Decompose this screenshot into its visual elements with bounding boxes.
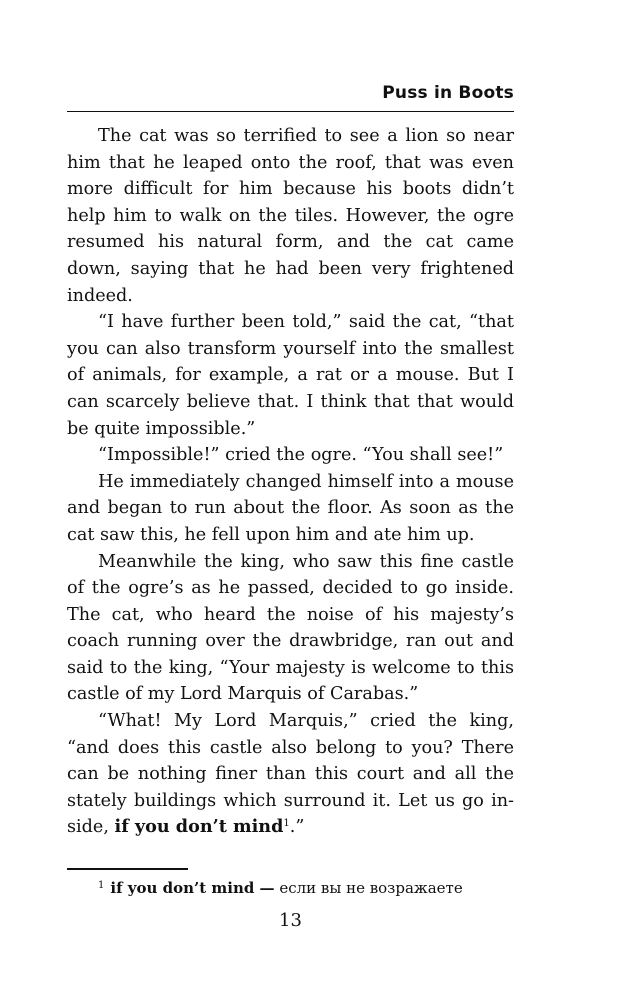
footnote-translation: если вы не возражаете bbox=[279, 879, 463, 897]
paragraph: Meanwhile the king, who saw this fine castle of the ogre’s as he passed, decided to go inside. The cat, who heard the noise of his majesty’s coach running over the drawbridge, ran out and said to the king, “Your majesty is welcome to this castle of my Lord Marquis of Carabas.” bbox=[67, 551, 514, 705]
body-text bbox=[67, 123, 514, 841]
footnote-rule bbox=[67, 868, 188, 870]
paragraph: The cat was so terrified to see a lion so near him that he leaped onto the roof, that was even more difficult for him because his boots didn’t help him to walk on the tiles. However, the ogre resumed his natural form, and the cat came down, saying that he had been very frightened indeed. bbox=[67, 126, 514, 306]
paragraph: He immediately changed himself into a mouse and began to run about the floor. As soon as the cat saw this, he fell upon him and ate him up. bbox=[67, 471, 514, 545]
footnote-mark: 1 bbox=[98, 880, 105, 891]
footnote-term: if you don’t mind — bbox=[110, 879, 275, 897]
paragraph: “Impossible!” cried the ogre. “You shall see!” bbox=[98, 445, 504, 466]
running-head: Puss in Boots bbox=[382, 83, 514, 103]
paragraph-last bbox=[67, 708, 514, 841]
page-number: 13 bbox=[279, 910, 302, 931]
bold-phrase: if you don’t mind bbox=[114, 816, 284, 838]
header-rule bbox=[67, 111, 514, 112]
footnote-reference[interactable]: 1 bbox=[283, 818, 290, 830]
footnote bbox=[67, 875, 514, 899]
paragraph: “I have further been told,” said the cat, “that you can also transform yourself into the smallest of animals, for example, a rat or a mouse. But I can scarcely believe that. I think that that would be quite impossible.” bbox=[67, 312, 514, 439]
paragraph-text: “What! My Lord Marquis,” cried the king, “and does this castle also belong to you? There can be nothing finer than this court and all the stately buildings which surround it. Let us go inside, bbox=[67, 711, 514, 838]
paragraph-tail: .” bbox=[289, 817, 305, 838]
